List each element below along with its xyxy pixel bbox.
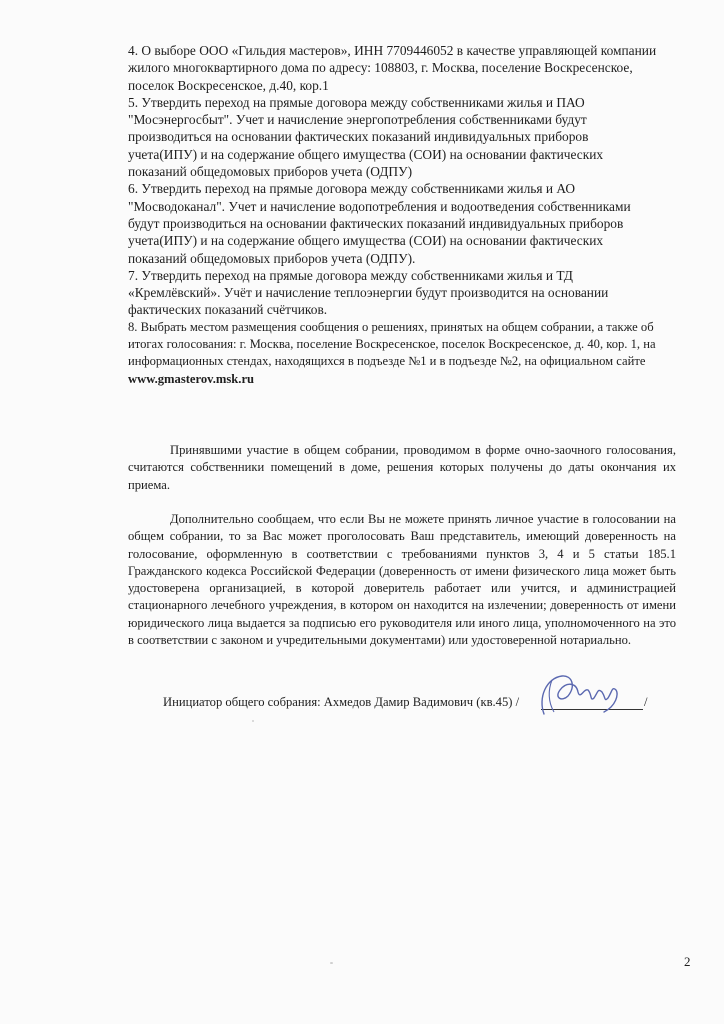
agenda-item-4-line-3: поселок Воскресенское, д.40, кор.1 bbox=[128, 77, 329, 93]
agenda-item-5-line-4: учета(ИПУ) и на содержание общего имущества (СОИ) на основании фактических bbox=[128, 146, 604, 162]
agenda-item-7-line-1: 7. Утвердить переход на прямые договора между собственниками жилья и ТД bbox=[128, 267, 573, 283]
participation-text: Принявшими участие в общем собрании, проводимом в форме очно-заочного голосования, считаются собственники помещений в доме, решения которых получены до даты окончания их приема. bbox=[128, 443, 676, 492]
initiator-line: Инициатор общего собрания: Ахмедов Дамир Вадимович (кв.45) / bbox=[163, 695, 520, 709]
agenda-items bbox=[128, 42, 676, 388]
agenda-item-7-line-3: фактических показаний счётчиков. bbox=[128, 302, 328, 318]
page-number: 2 bbox=[684, 954, 691, 969]
paper-speck bbox=[330, 962, 333, 964]
website-link-text: www.gmasterov.msk.ru bbox=[128, 371, 255, 386]
participation-paragraph bbox=[128, 442, 676, 494]
agenda-item-6-line-3: будут производиться на основании фактических показаний индивидуальных приборов bbox=[128, 215, 624, 231]
handwritten-signature bbox=[532, 668, 624, 720]
agenda-item-8-line-3: информационных стендах, находящихся в подъезде №1 и в подъезде №2, на официальном сайте bbox=[128, 354, 646, 369]
proxy-paragraph bbox=[128, 511, 676, 649]
agenda-item-6-line-4: учета(ИПУ) и на содержание общего имущества (СОИ) на основании фактических bbox=[128, 233, 604, 249]
agenda-item-5-line-1: 5. Утвердить переход на прямые договора между собственниками жилья и ПАО bbox=[128, 94, 585, 110]
agenda-item-6-line-2: "Мосводоканал". Учет и начисление водопотребления и водоотведения собственниками bbox=[128, 198, 631, 214]
proxy-text: Дополнительно сообщаем, что если Вы не можете принять личное участие в голосовании на общем собрании, то за Вас может проголосовать Ваш представитель, имеющий доверенность на голосование, оформленную в соответствии с требованиями пунктов 3, 4 и 5 статьи 185.1 Гражданского кодекса Российской Федерации (доверенность от имени физического лица может быть удостоверена организацией, в которой доверитель работает или учится, и администрацией стационарного лечебного учреждения, в котором он находится на излечении; доверенность от имени юридического лица выдается за подписью его руководителя или иного лица, уполномоченного на это в соответствии с законом и учредительными документами) или удостоверенной нотариально. bbox=[128, 512, 676, 648]
agenda-item-5-line-2: "Мосэнергосбыт". Учет и начисление энергопотребления собственниками будут bbox=[128, 112, 587, 128]
agenda-item-6-line-5: показаний общедомовых приборов учета (ОДПУ). bbox=[128, 250, 416, 266]
initiator-line-end: / bbox=[644, 695, 648, 709]
agenda-item-8-line-2: итогах голосования: г. Москва, поселение Воскресенское, поселок Воскресенское, д. 40, кор. 1, на bbox=[128, 337, 656, 352]
agenda-item-6-line-1: 6. Утвердить переход на прямые договора между собственниками жилья и АО bbox=[128, 181, 576, 197]
agenda-item-4-line-2: жилого многоквартирного дома по адресу: 108803, г. Москва, поселение Воскресенское, bbox=[128, 60, 633, 76]
agenda-item-5-line-5: показаний общедомовых приборов учета (ОДПУ) bbox=[128, 164, 413, 180]
agenda-item-8-line-1: 8. Выбрать местом размещения сообщения о решениях, принятых на общем собрании, а также об bbox=[128, 319, 654, 334]
paper-speck bbox=[252, 720, 254, 722]
agenda-item-7-line-2: «Кремлёвский». Учёт и начисление теплоэнергии будут производится на основании bbox=[128, 285, 609, 301]
agenda-item-4-line-1: 4. О выборе ООО «Гильдия мастеров», ИНН 7709446052 в качестве управляющей компании bbox=[128, 43, 657, 58]
agenda-item-5-line-3: производиться на основании фактических показаний индивидуальных приборов bbox=[128, 129, 589, 145]
